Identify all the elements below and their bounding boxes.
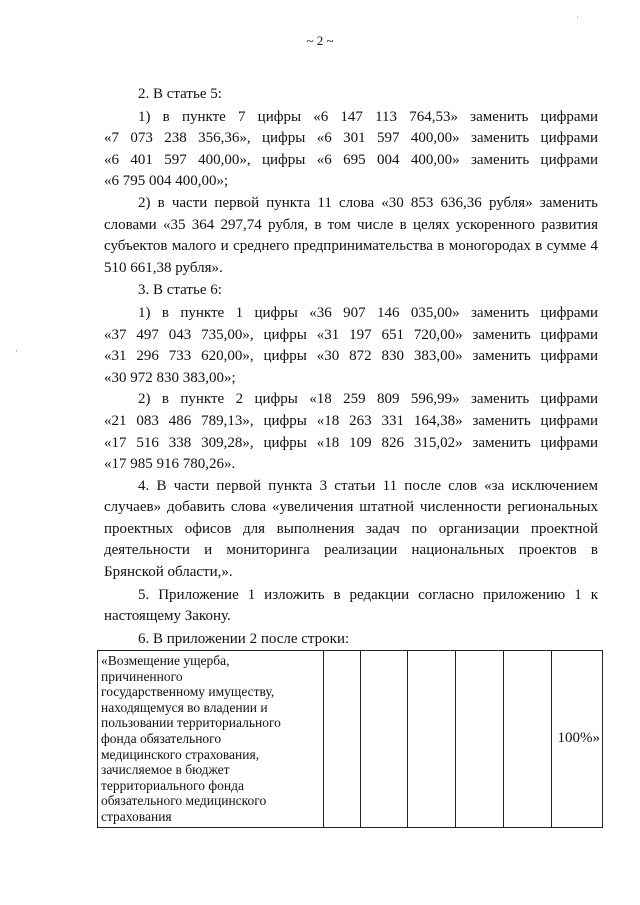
appendix-table (97, 650, 603, 828)
scan-mark-top-right: · (576, 12, 579, 22)
text-line: 1) в пункте 1 цифры «36 907 146 035,00» заменить цифрами (138, 304, 598, 321)
cell-text-line: «Возмещение ущерба, (101, 653, 230, 668)
table-row (98, 651, 603, 828)
table-cell-empty (504, 651, 552, 828)
cell-text-line: зачисляемое в бюджет (101, 762, 230, 778)
cell-text-line: обязательного медицинского (101, 793, 267, 809)
paragraph-article-6-heading: 3. В статье 6: (138, 282, 222, 299)
text-line: 2) в пункте 2 цифры «18 259 809 596,99» заменить цифрами (138, 391, 598, 408)
paragraph-article-5-item-1 (104, 107, 598, 193)
paragraph-article-11-amendment: 4. В части первой пункта 3 статьи 11 после слов «за исключением случаев» добавить слова «увеличения штатной численности региональных проектных офисов для выполнения задач по организации проектной деятельности и мониторинга реализации национальных проектов в Брянской области,». (104, 477, 598, 581)
cell-text-line: пользовании территориального (101, 715, 281, 731)
cell-text-line: причиненного (101, 668, 183, 684)
table-cell-income-name (98, 651, 324, 828)
cell-text-line: государственному имуществу, (101, 684, 275, 700)
paragraph-article-6-item-1 (104, 303, 598, 389)
document-body (104, 84, 598, 651)
text-line: «6 795 004 400,00»; (104, 173, 229, 190)
page-number: ~ 2 ~ (306, 33, 334, 48)
table-cell-empty (456, 651, 504, 828)
text-line: «21 083 486 789,13», цифры «18 263 331 164,38» заменить цифрами (104, 412, 598, 429)
cell-text-line: находящемуся во владении и (101, 699, 268, 715)
table-cell-percent: 100%» (552, 651, 603, 828)
cell-text-line: страхования (101, 808, 172, 824)
cell-text-line: фонда обязательного (101, 730, 222, 746)
text-line: 1) в пункте 7 цифры «6 147 113 764,53» заменить цифрами (138, 108, 598, 125)
paragraph-appendix-2: 6. В приложении 2 после строки: (138, 630, 350, 647)
paragraph-appendix-1: 5. Приложение 1 изложить в редакции согласно приложению 1 к настоящему Закону. (104, 586, 598, 625)
table-cell-empty (361, 651, 408, 828)
paragraph-article-5-heading: 2. В статье 5: (138, 86, 222, 102)
scan-mark-left: · (15, 346, 18, 356)
table-cell-empty (408, 651, 456, 828)
text-line: «17 516 338 309,28», цифры «18 109 826 315,02» заменить цифрами (104, 434, 598, 451)
text-line: «17 985 916 780,26». (104, 456, 236, 473)
text-line: «7 073 238 356,36», цифры «6 301 597 400,00» заменить цифрами (104, 130, 598, 147)
cell-text-line: медицинского страхования, (101, 746, 260, 762)
text-line: «31 296 733 620,00», цифры «30 872 830 383,00» заменить цифрами (104, 348, 598, 365)
text-line: «30 972 830 383,00»; (104, 369, 236, 386)
paragraph-article-5-item-2: 2) в части первой пункта 11 слова «30 853 636,36 рубля» заменить словами «35 364 297,74 рубля, в том числе в целях ускоренного развития субъектов малого и среднего предпринимательства в моногородах в сумме 4 510 661,38 рубля». (104, 194, 598, 276)
table-cell-empty (324, 651, 361, 828)
cell-text-line: территориального фонда (101, 777, 244, 793)
text-line: «6 401 597 400,00», цифры «6 695 004 400,00» заменить цифрами (104, 151, 598, 168)
text-line: «37 497 043 735,00», цифры «31 197 651 720,00» заменить цифрами (104, 326, 598, 343)
paragraph-article-6-item-2 (104, 389, 598, 475)
